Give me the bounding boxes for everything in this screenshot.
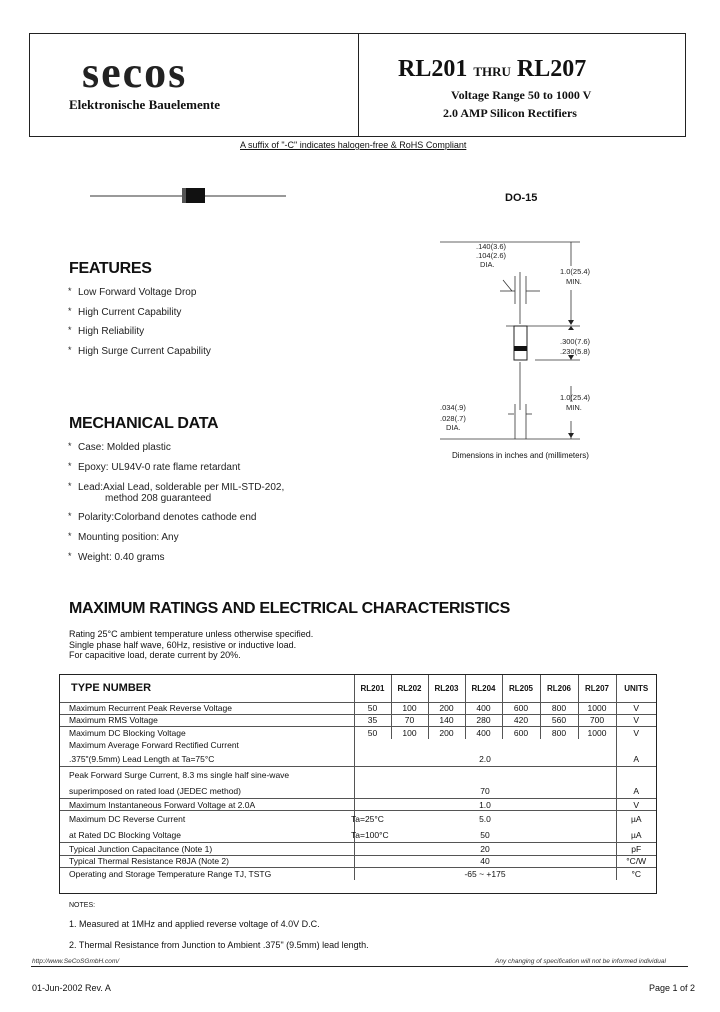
list-item — [68, 482, 328, 504]
cell — [354, 739, 616, 751]
cell: 1000 — [578, 702, 616, 714]
cell — [354, 767, 616, 783]
cell: 2.0 — [354, 751, 616, 767]
rating-conditions — [69, 629, 313, 661]
table-header-row — [60, 675, 656, 702]
wire-dia-max: .034(.9) — [440, 403, 466, 412]
features-title: FEATURES — [69, 260, 152, 277]
cell: 600 — [502, 726, 540, 738]
mech-line: Weight: 0.40 grams — [78, 551, 165, 563]
unit-cell: V — [616, 702, 656, 714]
list-item: * Low Forward Voltage Drop — [68, 287, 328, 298]
lead-dia-min: .104(2.6) — [476, 251, 507, 260]
table-row — [60, 767, 656, 783]
unit-cell: A — [633, 785, 640, 796]
cell: 140 — [428, 714, 465, 726]
unit-cell: V — [616, 799, 656, 811]
row-desc: Typical Junction Capacitance (Note 1) — [60, 843, 354, 855]
type-number-header: TYPE NUMBER — [60, 675, 354, 702]
mech-line: Case: Molded plastic — [78, 442, 171, 453]
rating-note: Single phase half wave, 60Hz, resistive or inductive load. — [69, 639, 297, 650]
unit-cell: A — [633, 753, 640, 764]
unit-cell: µA — [616, 811, 656, 827]
row-desc: Maximum RMS Voltage — [60, 714, 354, 726]
cell: 40 — [354, 855, 616, 867]
rohs-note: A suffix of "-C" indicates halogen-free & RoHS Compliant — [240, 140, 467, 150]
mech-line-cont: method 208 guaranteed — [105, 492, 212, 504]
lead-len-top-min: MIN. — [566, 277, 582, 286]
svg-text:.230(5.8) — [560, 347, 591, 356]
cell: 800 — [540, 702, 578, 714]
svg-text:.104(2.6) — [476, 251, 507, 260]
cell: 100 — [391, 702, 428, 714]
table-row — [60, 867, 656, 879]
svg-text:.140(3.6) — [476, 242, 507, 251]
cell: 420 — [502, 714, 540, 726]
svg-text:1.0(25.4) — [560, 267, 591, 276]
col-rl204: RL204 — [465, 675, 502, 702]
footer-url[interactable]: http://www.SeCoSGmbH.com/ — [32, 958, 120, 965]
mech-line: Polarity:Colorband denotes cathode end — [78, 512, 257, 524]
cell: 100 — [391, 726, 428, 738]
table-row — [60, 843, 656, 855]
mech-line: Epoxy: UL94V-0 rate flame retardant — [78, 461, 241, 473]
part-start: RL201 — [398, 56, 468, 82]
outline-caption: Dimensions in inches and (millimeters) — [452, 451, 589, 460]
cell: 600 — [502, 702, 540, 714]
notes-label: NOTES: — [69, 902, 96, 909]
unit-cell: V — [616, 714, 656, 726]
col-rl202: RL202 — [391, 675, 428, 702]
table-row — [60, 855, 656, 867]
part-title — [398, 56, 586, 83]
list-item: * High Reliability — [68, 326, 328, 337]
row-desc: Peak Forward Surge Current, 8.3 ms single half sine-wave — [60, 767, 354, 783]
svg-text:MIN. — [566, 277, 582, 286]
cell: 70 — [354, 783, 616, 799]
header-divider — [358, 34, 359, 136]
body-band — [514, 346, 527, 351]
cell: 50 — [354, 702, 391, 714]
list-item: * High Surge Current Capability — [68, 346, 328, 357]
svg-text:MIN. — [566, 403, 582, 412]
cell: 400 — [465, 702, 502, 714]
footer-page: Page 1 of 2 — [649, 983, 696, 993]
list-item — [68, 552, 328, 563]
unit-cell — [616, 767, 656, 783]
cell: 700 — [578, 714, 616, 726]
table-row — [60, 827, 656, 843]
footer-rule — [31, 966, 688, 967]
unit-cell: µA — [630, 829, 642, 840]
outline-drawing — [440, 236, 620, 466]
cell: 800 — [540, 726, 578, 738]
ir-cond-100: Ta=100°C — [351, 829, 389, 840]
list-item: * High Current Capability — [68, 307, 328, 318]
lead-len-bottom-min: MIN. — [566, 403, 582, 412]
table-row — [60, 702, 656, 714]
row-desc: Maximum Average Forward Rectified Current — [60, 739, 354, 751]
svg-text:.028(.7) — [440, 414, 466, 423]
svg-text:1.0(25.4) — [560, 393, 591, 402]
list-item — [68, 512, 328, 523]
footer-disclaimer: Any changing of specification will not be informed individual — [495, 958, 666, 965]
body-len-max: .300(7.6) — [560, 337, 591, 346]
unit-cell — [616, 739, 656, 751]
lead-dia-label: DIA. — [480, 260, 495, 269]
body-outline — [514, 326, 527, 360]
col-rl207: RL207 — [578, 675, 616, 702]
row-desc — [60, 811, 384, 827]
lead-dia-max: .140(3.6) — [476, 242, 507, 251]
ratings-table — [59, 674, 657, 894]
col-rl206: RL206 — [540, 675, 578, 702]
rating-note: For capacitive load, derate current by 20%. — [69, 650, 241, 661]
cell: 200 — [428, 702, 465, 714]
table-row — [60, 739, 656, 751]
cell: 400 — [465, 726, 502, 738]
col-rl205: RL205 — [502, 675, 540, 702]
note-1: 1. Measured at 1MHz and applied reverse voltage of 4.0V D.C. — [69, 919, 320, 929]
row-desc: Operating and Storage Temperature Range TJ, TSTG — [60, 867, 354, 879]
cell: 280 — [465, 714, 502, 726]
col-rl201: RL201 — [354, 675, 391, 702]
row-desc: Typical Thermal Resistance RθJA (Note 2) — [60, 855, 354, 867]
table-row — [60, 783, 656, 799]
wire-dia-label: DIA. — [446, 423, 461, 432]
cell: -65 ~ +175 — [354, 867, 616, 879]
row-desc: Maximum Instantaneous Forward Voltage at 2.0A — [60, 799, 354, 811]
table-row — [60, 799, 656, 811]
table-row — [60, 714, 656, 726]
row-desc: .375"(9.5mm) Lead Length at Ta=75°C — [60, 751, 354, 767]
arrow-body-top — [568, 326, 574, 330]
cathode-band — [182, 188, 186, 203]
row-desc: Maximum Recurrent Peak Reverse Voltage — [60, 702, 354, 714]
cell: 35 — [354, 714, 391, 726]
list-item — [68, 462, 328, 473]
col-units: UNITS — [616, 675, 656, 702]
company-name: Elektronische Bauelemente — [69, 97, 221, 112]
arrow-bottom — [568, 433, 574, 438]
cell: 1000 — [578, 726, 616, 738]
ir-label-2: at Rated DC Blocking Voltage — [69, 829, 181, 840]
list-item — [68, 442, 328, 453]
row-desc: Maximum DC Blocking Voltage — [60, 726, 354, 738]
ir-cond-25: Ta=25°C — [351, 814, 384, 825]
mech-line: Mounting position: Any — [78, 532, 179, 544]
voltage-range: Voltage Range 50 to 1000 V — [451, 88, 592, 102]
svg-text:.034(.9) — [440, 403, 466, 412]
svg-text:DIA. — [480, 260, 495, 269]
cell: 20 — [354, 843, 616, 855]
company-logo: secos — [82, 48, 188, 97]
table-row — [60, 751, 656, 767]
wire-dia-min: .028(.7) — [440, 414, 466, 423]
col-rl203: RL203 — [428, 675, 465, 702]
mechanical-title: MECHANICAL DATA — [69, 415, 219, 432]
ratings-title: MAXIMUM RATINGS AND ELECTRICAL CHARACTERISTICS — [69, 600, 511, 617]
table-row — [60, 811, 656, 827]
unit-cell: V — [616, 726, 656, 738]
cell: 50 — [354, 726, 391, 738]
footer-date: 01-Jun-2002 Rev. A — [32, 983, 111, 993]
mechanical-list — [68, 442, 328, 572]
cell: 5.0 — [354, 811, 616, 827]
lead-dia-leader — [503, 280, 512, 291]
ir-label: Maximum DC Reverse Current — [69, 814, 186, 825]
cell: 50 — [354, 827, 616, 843]
thru-label: THRU — [473, 64, 511, 79]
package-label: DO-15 — [505, 192, 538, 204]
arrow-top — [568, 320, 574, 325]
mech-line: Lead:Axial Lead, solderable per MIL-STD-202, — [78, 481, 285, 493]
table-row — [60, 726, 656, 738]
lead-len-top: 1.0(25.4) — [560, 267, 591, 276]
part-end: RL207 — [516, 56, 587, 82]
unit-cell: pF — [616, 843, 656, 855]
amp-rating: 2.0 AMP Silicon Rectifiers — [443, 106, 577, 120]
list-item — [68, 532, 328, 543]
cell: 70 — [391, 714, 428, 726]
unit-cell: °C — [616, 867, 656, 879]
cell: 200 — [428, 726, 465, 738]
unit-cell: °C/W — [616, 855, 656, 867]
note-2: 2. Thermal Resistance from Junction to Ambient .375" (9.5mm) lead length. — [69, 940, 369, 950]
lead-len-bottom: 1.0(25.4) — [560, 393, 591, 402]
cell: 1.0 — [354, 799, 616, 811]
features-list — [68, 287, 328, 366]
rating-note: Rating 25°C ambient temperature unless otherwise specified. — [69, 629, 314, 639]
cell: 560 — [540, 714, 578, 726]
body-len-min: .230(5.8) — [560, 347, 591, 356]
svg-text:.300(7.6) — [560, 337, 591, 346]
row-desc: superimposed on rated load (JEDEC method) — [60, 783, 354, 799]
svg-text:DIA. — [446, 423, 461, 432]
row-desc — [60, 827, 389, 843]
